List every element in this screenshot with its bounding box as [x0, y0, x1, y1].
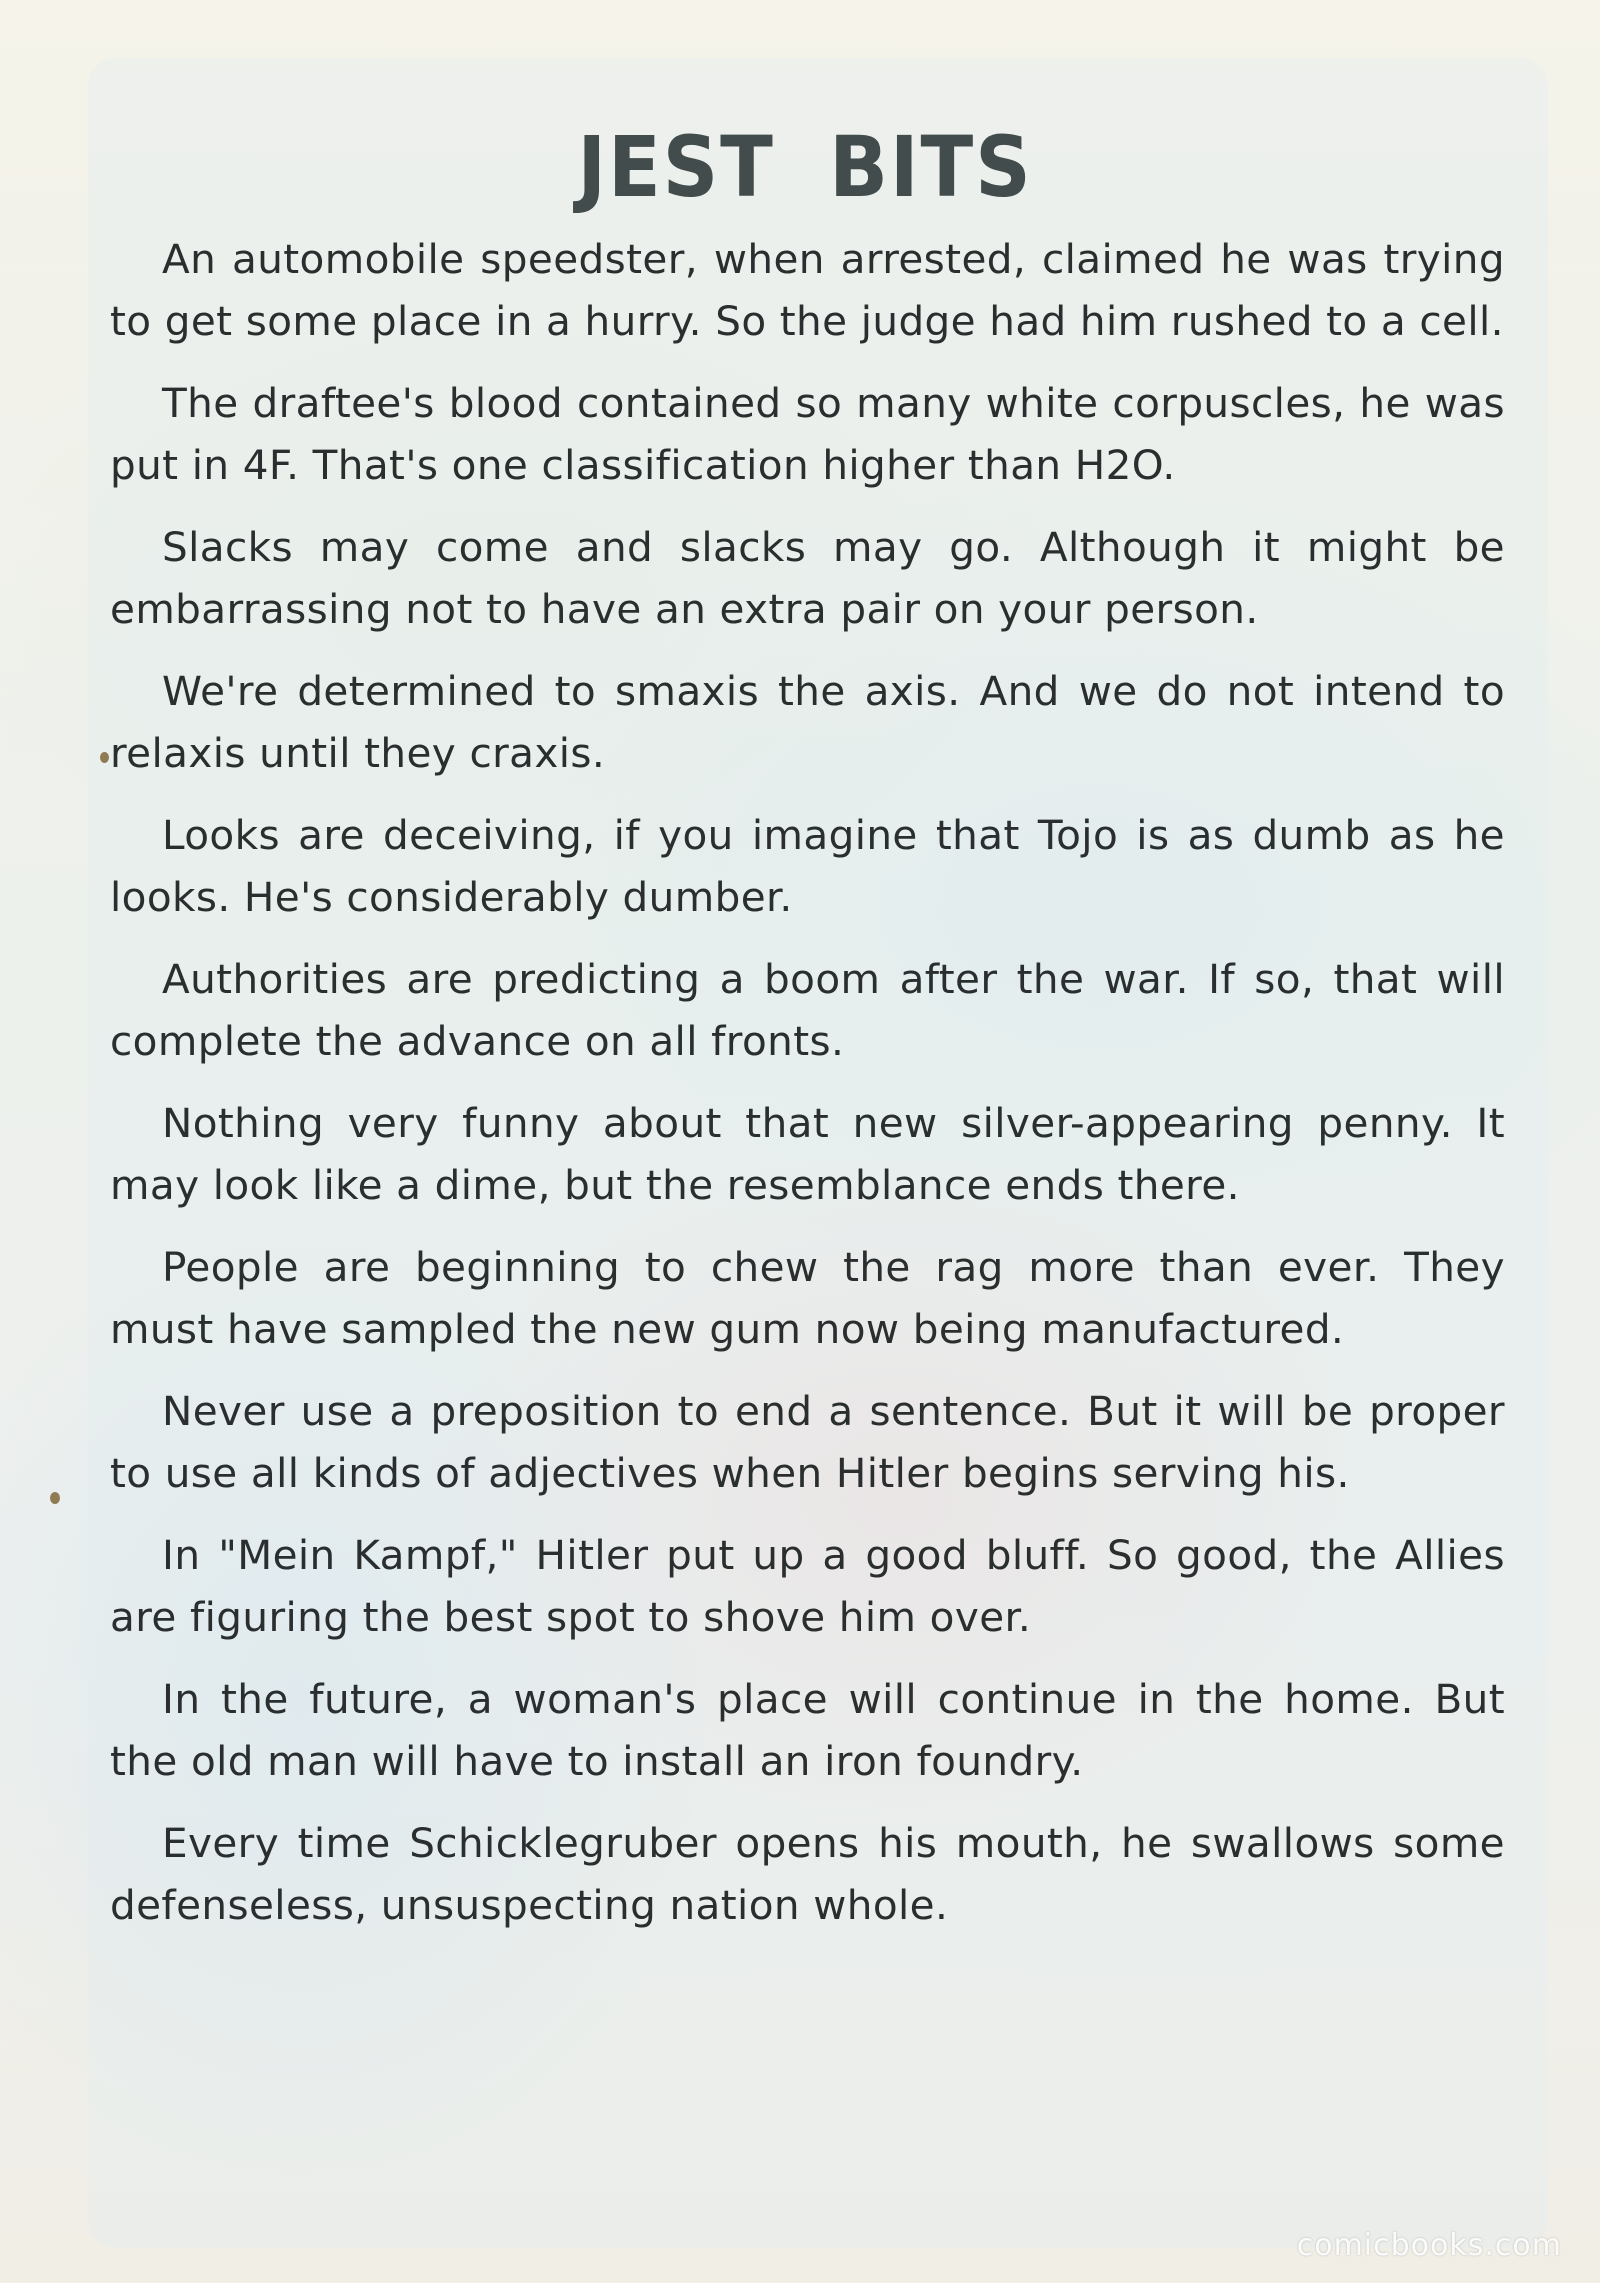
joke-paragraph: An automobile speedster, when arrested, claimed he was trying to get some place in a hurry. So the judge had him rushed to a cell. [110, 235, 1505, 345]
joke-paragraph: Every time Schicklegruber opens his mouth, he swallows some defenseless, unsuspecting nation whole. [110, 1819, 1505, 1929]
page-title: JEST BITS [577, 118, 1033, 217]
joke-paragraph: In the future, a woman's place will continue in the home. But the old man will have to install an iron foundry. [110, 1675, 1505, 1785]
paper-speck [100, 752, 109, 763]
joke-paragraph: People are beginning to chew the rag more than ever. They must have sampled the new gum now being manufactured. [110, 1243, 1505, 1353]
joke-paragraph: Slacks may come and slacks may go. Although it might be embarrassing not to have an extra pair on your person. [110, 523, 1505, 633]
joke-paragraph: Never use a preposition to end a sentence. But it will be proper to use all kinds of adjectives when Hitler begins serving his. [110, 1387, 1505, 1497]
joke-list [110, 228, 1505, 1956]
joke-paragraph: Nothing very funny about that new silver-appearing penny. It may look like a dime, but the resemblance ends there. [110, 1099, 1505, 1209]
joke-paragraph: Authorities are predicting a boom after the war. If so, that will complete the advance on all fronts. [110, 955, 1505, 1065]
joke-paragraph: Looks are deceiving, if you imagine that Tojo is as dumb as he looks. He's considerably dumber. [110, 811, 1505, 921]
joke-paragraph: The draftee's blood contained so many white corpuscles, he was put in 4F. That's one classification higher than H2O. [110, 379, 1505, 489]
watermark: comicbooks.com [1296, 2228, 1562, 2263]
paper-speck [50, 1492, 60, 1504]
joke-paragraph: We're determined to smaxis the axis. And we do not intend to relaxis until they craxis. [110, 667, 1505, 777]
joke-paragraph: In "Mein Kampf," Hitler put up a good bluff. So good, the Allies are figuring the best spot to shove him over. [110, 1531, 1505, 1641]
